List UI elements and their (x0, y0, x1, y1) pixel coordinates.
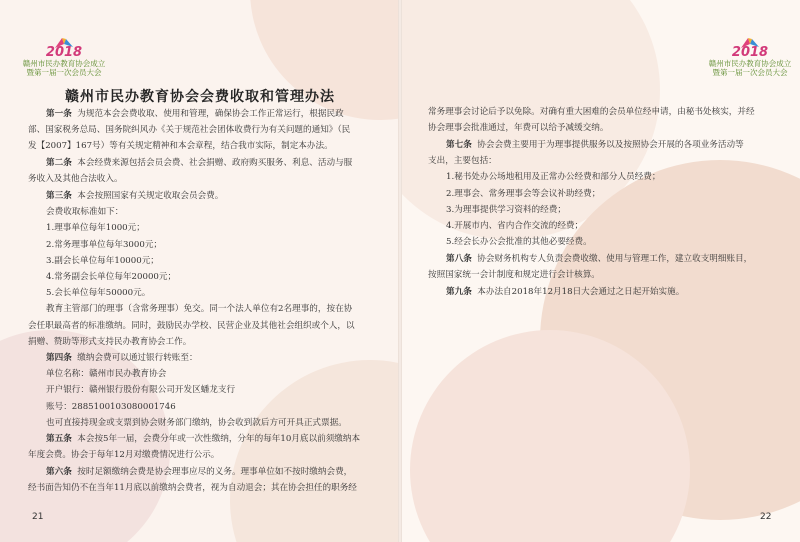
article-6-continued (428, 104, 755, 136)
expense-item: 1.秘书处办公场地租用及正常办公经费和部分人员经费； (446, 172, 661, 183)
bank-account-name: 单位名称：赣州市民办教育协会 (46, 369, 167, 380)
article-text: 捐赠、赞助等形式支持民办教育协会工作。 (28, 336, 192, 347)
article-text: 本会按5年一届，会费分年或一次性缴纳，分年的每年10月底以前须缴纳本 (77, 434, 361, 444)
expense-item: 5.经会长办公会批准的其他必要经费。 (446, 237, 592, 248)
fee-standard-item: 1.理事单位每年1000元； (46, 223, 145, 234)
article-8 (428, 251, 752, 283)
article-text: 部、国家税务总局、国务院纠风办《关于规范社会团体收费行为有关问题的通知》（民 (28, 125, 351, 136)
article-text: 缴纳会费可以通过银行转账至： (77, 353, 198, 363)
expense-item: 3.为理事提供学习资料的经费； (446, 204, 566, 215)
logo-line-2: 暨第一届一次会员大会 (712, 68, 788, 77)
article-label: 第四条 (46, 353, 72, 363)
article-label: 第三条 (46, 191, 72, 201)
fee-standard-item: 2.常务理事单位每年3000元； (46, 239, 163, 250)
expense-item: 4.开展市内、省内合作交流的经费； (446, 221, 584, 232)
article-text: 按照国家统一会计制度和规定进行会计核算。 (428, 270, 600, 281)
article-text: 年度会费。协会于每年12月对缴费情况进行公示。 (28, 450, 220, 461)
book-spine (398, 0, 402, 542)
article-text: 本办法自2018年12月18日大会通过之日起开始实施。 (477, 287, 685, 297)
article-label: 第七条 (446, 140, 472, 150)
article-text: 发【2007】167号）等有关规定精神和本会章程，结合我市实际，制定本办法。 (28, 141, 333, 152)
event-logo (4, 36, 124, 77)
article-label: 第二条 (46, 158, 72, 168)
page-number: 22 (760, 512, 772, 522)
article-text: 支出，主要包括： (428, 156, 497, 167)
event-logo (690, 36, 800, 77)
article-3 (28, 188, 355, 350)
document-title: 赣州市民办教育协会会费收取和管理办法 (65, 89, 335, 105)
article-text: 协会理事会批准通过，年费可以给予减缓交纳。 (428, 123, 609, 134)
article-text: 教育主管部门的理事（含常务理事）免交。同一个法人单位有2名理事的，按在协 (46, 304, 353, 315)
article-text: 协会财务机构专人负责会费收缴、使用与管理工作，建立收支明细账目， (477, 254, 753, 264)
article-5 (28, 431, 360, 463)
logo-year: 2018 (45, 45, 83, 60)
logo-line-1: 赣州市民办教育协会成立 (708, 59, 792, 68)
article-text: 本会按照国家有关规定收取会员会费。 (77, 191, 224, 201)
expense-item: 2.理事会、常务理事会等会议补助经费； (446, 188, 601, 199)
fee-standard-item: 5.会长单位每年50000元。 (46, 288, 151, 299)
article-label: 第九条 (446, 287, 472, 297)
logo-year: 2018 (731, 45, 769, 60)
fee-standard-item: 3.副会长单位每年10000元； (46, 255, 159, 266)
article-text: 务收入及其他合法收入。 (28, 174, 123, 185)
fee-standard-title: 会费收取标准如下： (46, 207, 124, 218)
fee-standard-item: 4.常务副会长单位每年20000元； (46, 272, 177, 283)
article-text: 常务理事会讨论后予以免除。对确有重大困难的会员单位经申请，由秘书处核实，并经 (428, 107, 755, 117)
article-text: 也可直接持现金或支票到协会财务部门缴纳，协会收到款后方可开具正式票据。 (46, 417, 347, 428)
article-text: 经书面告知仍不在当年11月底以前缴纳会费者，视为自动退会；其在协会担任的职务经 (28, 483, 357, 494)
article-4 (28, 350, 347, 431)
article-label: 第六条 (46, 467, 72, 477)
article-6 (28, 464, 357, 496)
article-text: 按时足额缴纳会费是协会理事应尽的义务。理事单位如不按时缴纳会费， (77, 467, 353, 477)
article-text: 本会经费来源包括会员会费、社会捐赠、政府购买服务、利息、活动与服 (77, 158, 353, 168)
article-label: 第一条 (46, 109, 72, 119)
article-7 (428, 137, 744, 250)
article-text: 为规范本会会费收取、使用和管理，确保协会工作正常运行，根据民政 (77, 109, 344, 119)
article-label: 第八条 (446, 254, 472, 264)
article-label: 第五条 (46, 434, 72, 444)
article-9 (428, 284, 684, 300)
article-text: 协会会费主要用于为理事提供服务以及按照协会开展的各项业务活动等 (477, 140, 744, 150)
bank-name: 开户银行：赣州银行股份有限公司开发区蟠龙支行 (46, 385, 236, 396)
bank-account-number: 账号：2885100103080001746 (46, 401, 176, 412)
logo-line-2: 暨第一届一次会员大会 (26, 68, 102, 77)
logo-line-1: 赣州市民办教育协会成立 (22, 59, 106, 68)
page-number: 21 (32, 512, 44, 522)
article-text: 会任职最高者的标准缴纳。同时，鼓励民办学校、民营企业及其他社会组织或个人，以 (28, 320, 355, 331)
article-2 (28, 155, 352, 187)
article-1 (28, 106, 350, 155)
